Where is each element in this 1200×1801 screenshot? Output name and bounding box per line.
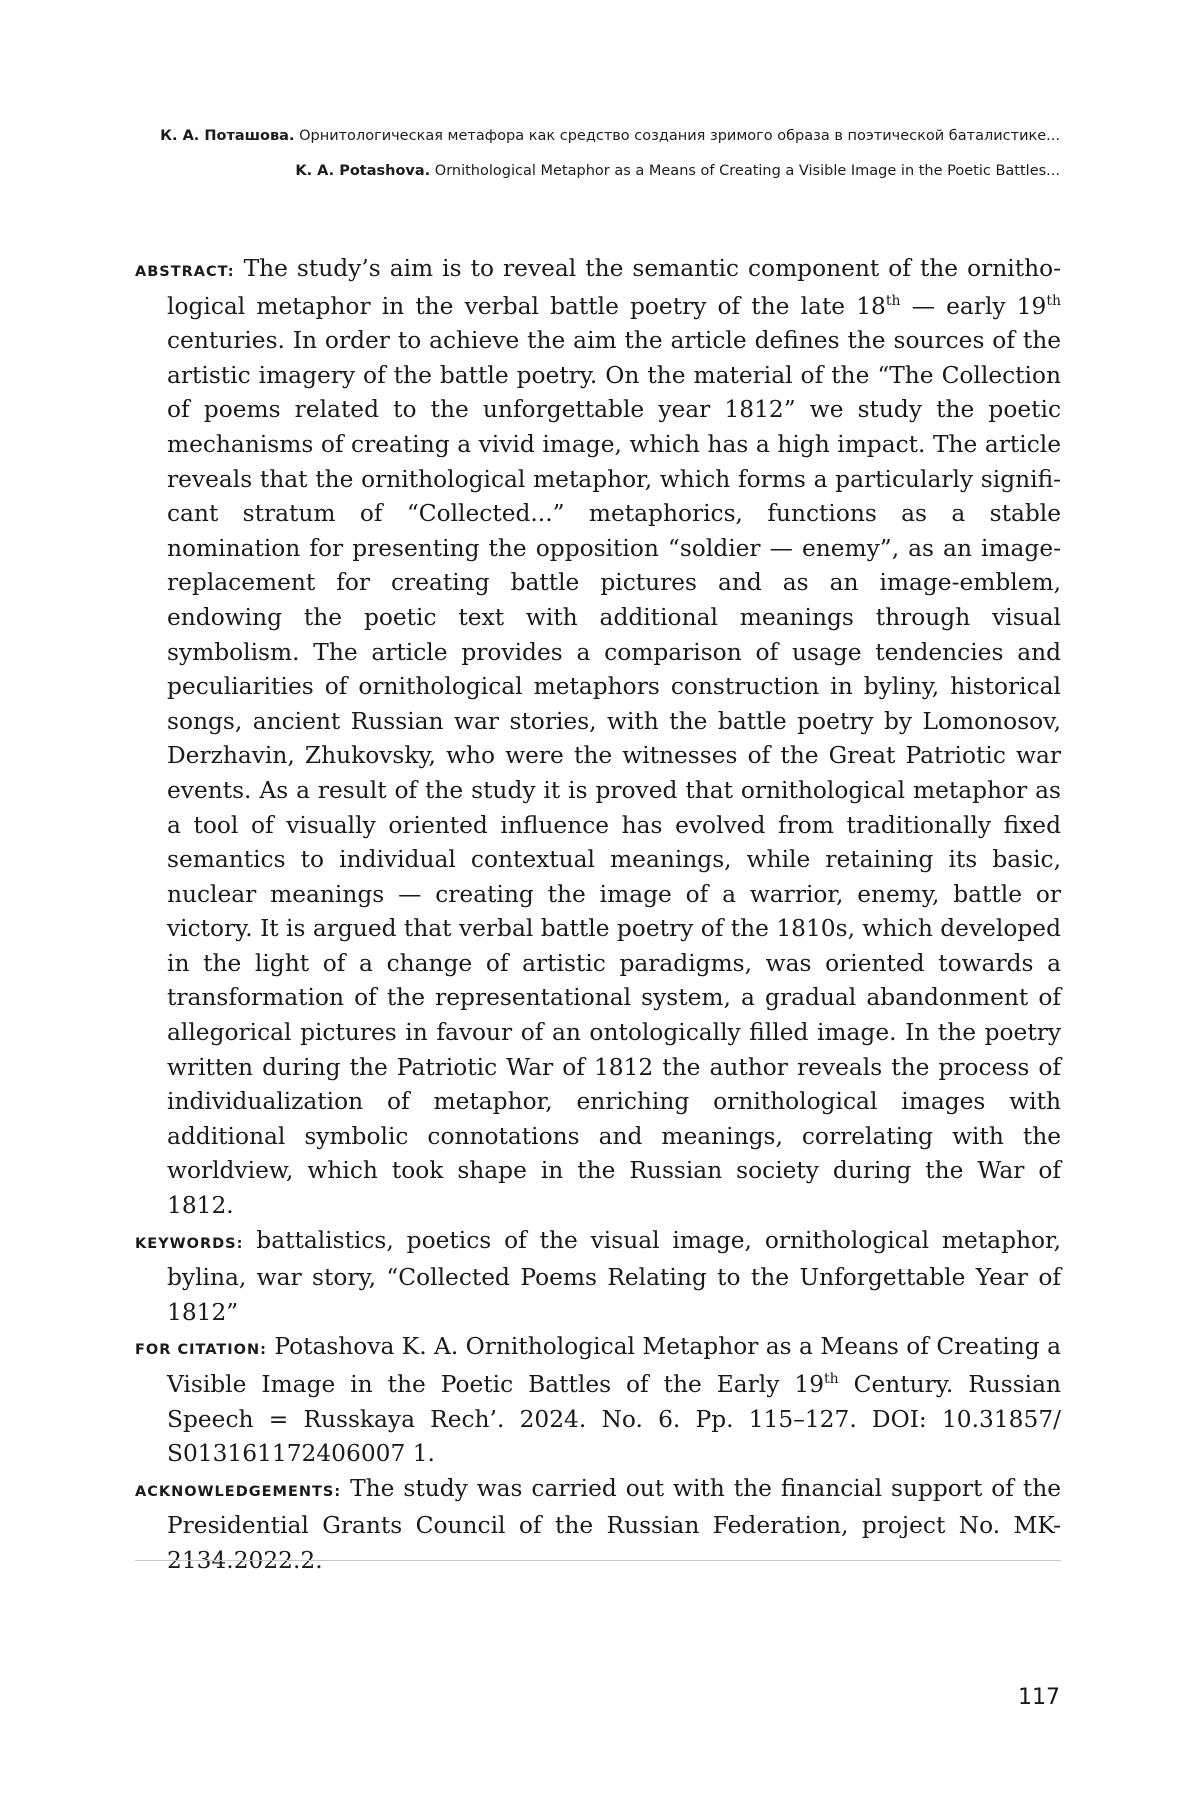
keywords-label: KEYWORDS [135, 1235, 237, 1252]
citation-label: FOR CITATION [135, 1342, 261, 1359]
running-head-ru-title: Орнитологическая метафора как средство создания зримого образа в поэтической баталистике... [299, 128, 1060, 144]
abstract-superscript-2: th [1046, 292, 1061, 309]
running-head-en-author: K. A. Potashova. [295, 163, 431, 179]
citation-label-colon: : [260, 1342, 267, 1359]
keywords-block [135, 1224, 1061, 1331]
abstract-block [135, 252, 1061, 1224]
acknowledgements-block [135, 1472, 1061, 1579]
acknowledgements-label: ACKNOWLEDGEMENTS [135, 1483, 335, 1500]
citation-text-part-2: Century. Russian Speech = Russkaya Rech’. 2024. No. 6. Pp. 115–127. DOI: 10.31857/​S013161172406007 1. [167, 1371, 1061, 1468]
citation-superscript: th [824, 1371, 839, 1388]
keywords-label-colon: : [236, 1235, 244, 1252]
acknowledgements-text: The study was carried out with the financial support of the Presidential Grants Council of the Russian Federation, project No. MK-2134.2022.2. [167, 1474, 1061, 1574]
running-head-russian [60, 128, 1060, 144]
running-head-en-title: Ornithological Metaphor as a Means of Creating a Visible Image in the Poetic Battles... [434, 163, 1060, 179]
abstract-text-part-1: The study’s aim is to reveal the semantic component of the ornithological metaphor in the verbal battle poetry of the late 18 [167, 255, 1061, 320]
section-divider [135, 1560, 1061, 1561]
page-number: 117 [1018, 1685, 1060, 1710]
abstract-label: ABSTRACT [135, 264, 228, 280]
acknowledgements-label-colon: : [334, 1483, 342, 1500]
abstract-text-part-2: — early 19 [900, 292, 1047, 320]
abstract-superscript-1: th [885, 292, 901, 309]
citation-text-part-1: Potashova K. A. Ornithological Metaphor as a Means of Creating a Visible Image in the Poetic Battles of the Early 19 [167, 1333, 1062, 1398]
running-head-english [60, 163, 1060, 179]
abstract-label-colon: : [227, 264, 235, 280]
running-head-ru-author: К. А. Поташова. [160, 128, 295, 144]
keywords-text: battalistics, poetics of the visual image, ornithological metaphor, bylina, war story, “Collected Poems Relating to the Unforgettable Year of 1812” [167, 1226, 1061, 1326]
citation-block [135, 1330, 1061, 1471]
abstract-text-part-3: centuries. In order to achieve the aim the article defines the sources of the artistic imagery of the battle poetry. On the material of the “The Collection of poems related to the unforgettable year 1812” we study the poetic mechanisms of creating a vivid image, which has a high impact. The article reveals that the ornithological metaphor, which forms a particularly significant stratum of “Collected...” metaphorics, functions as a stable nomination for presenting the opposition “soldier — enemy”, as an image-replacement for creating battle pictures and as an image-emblem, endowing the poetic text with additional meanings through visual symbolism. The article provides a comparison of usage tendencies and peculiarities of ornithological metaphors construction in byliny, historical songs, ancient Russian war stories, with the battle poetry by Lomonosov, Derzhavin, Zhukovsky, who were the witnesses of the Great Patriotic war events. As a result of the study it is proved that ornithological metaphor as a tool of visually oriented influence has evolved from traditionally fixed semantics to individual contextual meanings, while retaining its basic, nuclear meanings — creating the image of a warrior, enemy, battle or victory. It is argued that verbal battle poetry of the 1810s, which developed in the light of a change of artistic paradigms, was oriented towards a transformation of the representational system, a gradual abandonment of allegorical pictures in favour of an ontologically filled image. In the poetry written during the Patriotic War of 1812 the author reveals the process of individualization of metaphor, enriching ornithological images with additional symbolic connotations and meanings, correlating with the worldview, which took shape in the Russian society during the War of 1812. [167, 327, 1061, 1220]
article-metadata [135, 252, 1061, 1579]
